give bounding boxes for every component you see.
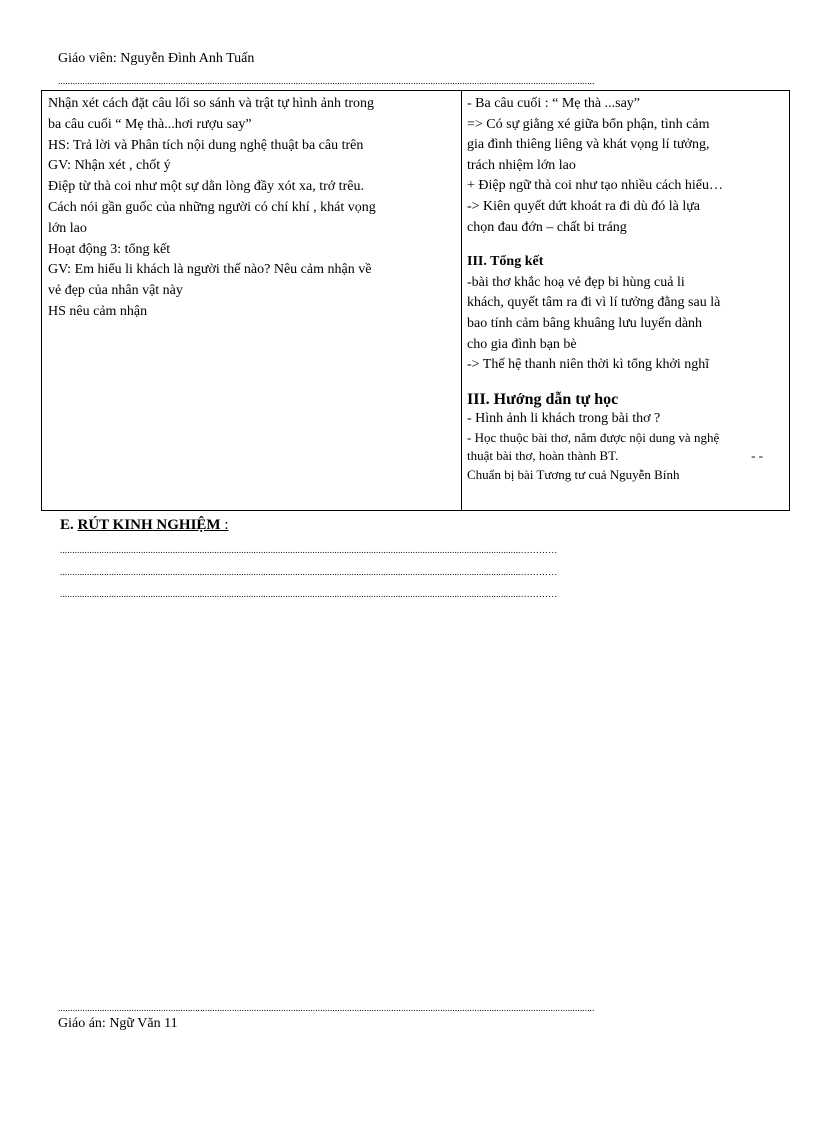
left-line: vẻ đẹp của nhân vật này: [48, 283, 183, 299]
spacer: [467, 238, 787, 252]
right-line: chọn đau đớn – chất bi tráng: [467, 219, 627, 235]
experience-dotted-line: ............................................................................................................................................................................................…………: [60, 589, 558, 599]
summary-line: -> Thế hệ thanh niên thời kì tổng khởi nghĩ: [467, 357, 710, 373]
experience-dotted-line: ............................................................................................................................................................................................…………: [60, 567, 558, 577]
left-line: Cách nói gần guốc của những người có chí khí , khát vọng: [48, 199, 376, 215]
left-line: Điệp từ thà coi như một sự dằn lòng đầy xót xa, trớ trêu.: [48, 179, 364, 195]
left-line: HS nêu cảm nhận: [48, 303, 148, 319]
footer-subject: Giáo án: Ngữ Văn 11: [58, 1016, 178, 1031]
header-dotted-rule: ...........................................................................................................................................................................................................................: [58, 76, 595, 86]
guide-line: Chuẩn bị bài Tương tư cuả Nguyễn Bính: [467, 466, 680, 482]
right-line: - Ba câu cuối : “ Mẹ thà ...say”: [467, 96, 640, 111]
right-line: -> Kiên quyết dứt khoát ra đi dù đó là lựa: [467, 198, 701, 214]
guide-question: - Hình ảnh li khách trong bài thơ ?: [467, 411, 661, 427]
experience-colon: :: [220, 517, 229, 533]
left-line: Hoạt động 3: tổng kết: [48, 241, 171, 257]
experience-section-title: [60, 517, 229, 534]
left-line: ba câu cuối “ Mẹ thà...hơi rượu say”: [48, 116, 252, 132]
experience-letter: E.: [60, 517, 78, 533]
right-line: trách nhiệm lớn lao: [467, 157, 576, 173]
right-line: gia đình thiêng liêng và khát vọng lí tưởng,: [467, 137, 710, 153]
summary-line: khách, quyết tâm ra đi vì lí tưởng đằng sau là: [467, 295, 721, 311]
teacher-student-activities: [48, 94, 458, 323]
guide-line-text: thuật bài thơ, hoàn thành BT.: [467, 448, 619, 464]
left-line: GV: Em hiểu li khách là người thế nào? Nêu cảm nhận về: [48, 262, 372, 278]
footer-dotted-rule: ...........................................................................................................................................................................................................................: [58, 1003, 595, 1013]
summary-line: -bài thơ khắc hoạ vẻ đẹp bi hùng cuả li: [467, 274, 685, 290]
experience-dotted-line: ............................................................................................................................................................................................…………: [60, 545, 558, 555]
guide-dash: - -: [751, 448, 763, 464]
guide-line: - Học thuộc bài thơ, nắm được nội dung và nghệ: [467, 429, 720, 445]
left-line: lớn lao: [48, 220, 87, 236]
left-line: HS: Trả lời và Phân tích nội dung nghệ thuật ba câu trên: [48, 137, 364, 153]
lesson-content: [467, 94, 787, 484]
summary-line: bao tính cảm bâng khuâng lưu luyến dành: [467, 315, 703, 331]
summary-line: cho gia đình bạn bè: [467, 336, 577, 352]
experience-title: RÚT KINH NGHIỆM: [77, 517, 221, 533]
right-line: => Có sự giằng xé giữa bổn phận, tình cảm: [467, 116, 710, 132]
right-line: + Điệp ngữ thà coi như tạo nhiều cách hiểu…: [467, 178, 723, 194]
left-line: Nhận xét cách đặt câu lối so sánh và trật tự hình ảnh trong: [48, 96, 374, 111]
spacer: [467, 376, 787, 390]
guide-heading: III. Hướng dẫn tự học: [467, 390, 619, 408]
table-column-divider: [461, 90, 462, 511]
summary-heading: III. Tổng kết: [467, 254, 544, 270]
guide-line: [467, 447, 787, 466]
left-line: GV: Nhận xét , chốt ý: [48, 158, 171, 174]
teacher-name: Giáo viên: Nguyễn Đình Anh Tuấn: [58, 51, 255, 66]
